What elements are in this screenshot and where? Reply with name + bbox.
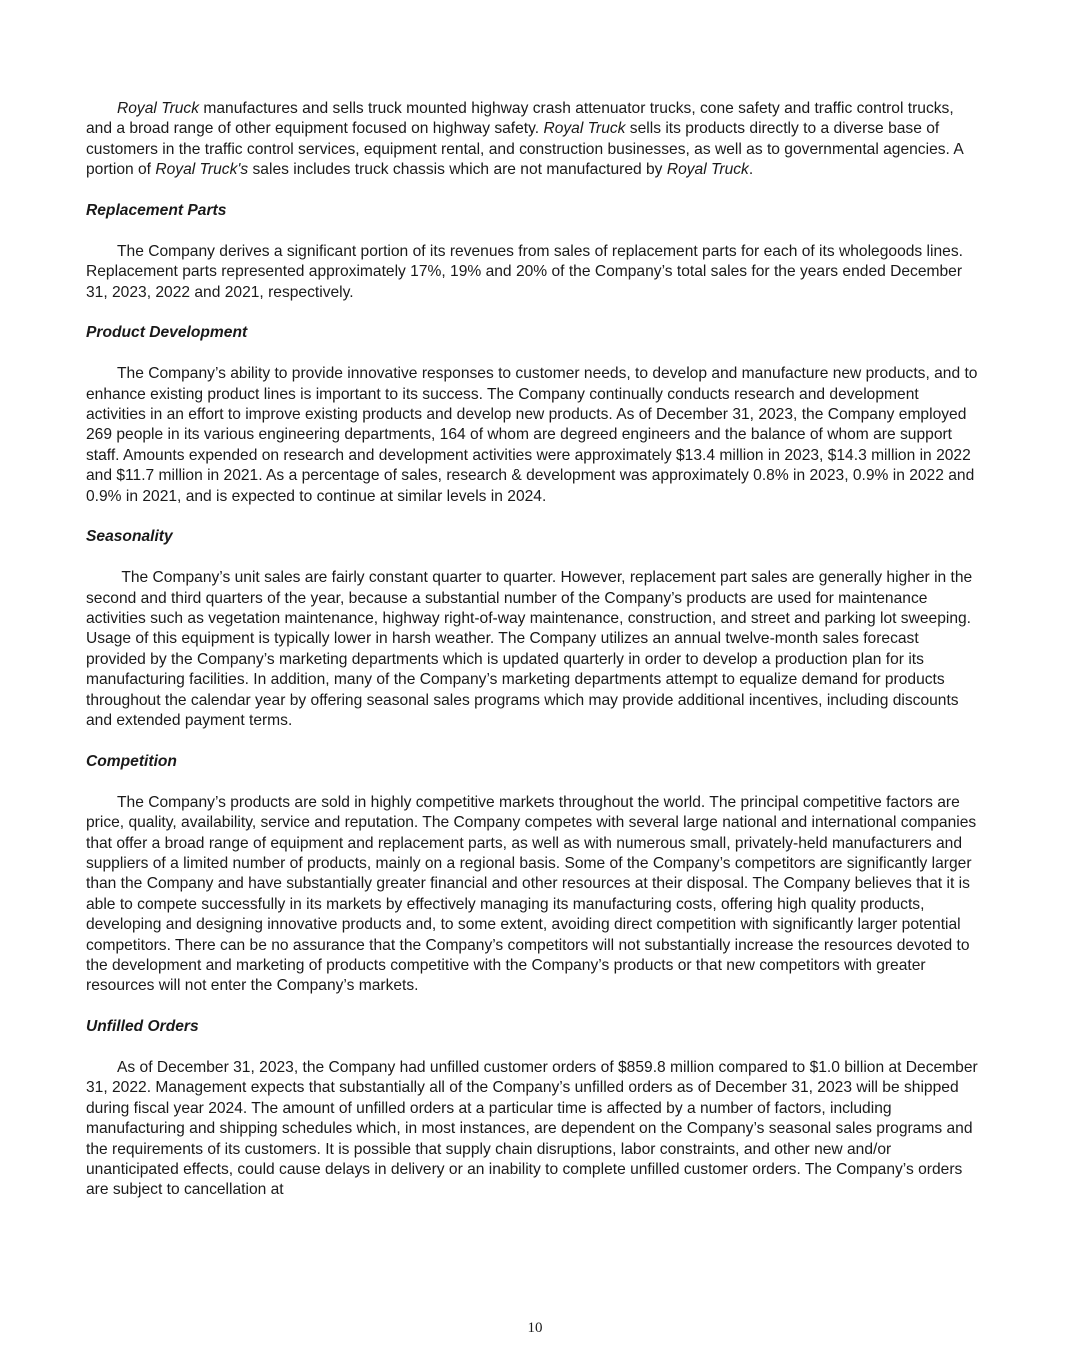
company-name-possessive: Royal Truck's [155,161,249,179]
section-body-seasonality: The Company’s unit sales are fairly constant quarter to quarter. However, replacement part sales are generally higher in the second and third quarters of the year, because a substantial number of the Company’s products are used for maintenance activities such as vegetation maintenance, highway right-of-way maintenance, construction, and street and parking lot sweeping. Usage of this equipment is typically lower in harsh weather. The Company utilizes an annual twelve-month sales forecast provided by the Company’s marketing departments which is updated quarterly in order to develop a production plan for its manufacturing facilities. In addition, many of the Company’s marketing departments attempt to equalize demand for products throughout the calendar year by offering seasonal sales programs which may provide additional incentives, including discounts and extended payment terms. [86,569,977,730]
intro-text-2: sells its products directly to a diverse base of customers in the traffic control services, equipment rental, and construction businesses, as well as to governmental agencies. A portion of [86,120,963,179]
section-body-replacement-parts: The Company derives a significant portion of its revenues from sales of replacement parts for each of its wholegoods lines. Replacement parts represented approximately 17%, 19% and 20% of the Company’s total sales for the years ended December 31, 2023, 2022 and 2021, respectively. [86,242,963,301]
document-page [86,99,982,1201]
company-name: Royal Truck [117,100,200,117]
page-number: 10 [527,1320,543,1336]
section-body-competition: The Company’s products are sold in highly competitive markets throughout the world. The principal competitive factors are price, quality, availability, service and reputation. The Company competes with several large national and international companies that offer a broad range of equipment and replacement parts, as well as with numerous small, privately-held manufacturers and suppliers of a limited number of products, mainly on a regional basis. Some of the Company’s competitors are significantly larger than the Company and have substantially greater financial and other resources at their disposal. The Company believes that it is able to compete successfully in its markets by effectively managing its manufacturing costs, offering high quality products, developing and designing innovative products and, to some extent, avoiding direct competition with significantly larger potential competitors. There can be no assurance that the Company’s competitors will not substantially increase the resources devoted to the development and marketing of products competitive with the Company’s products or that new competitors with greater resources will not enter the Company’s markets. [86,793,977,995]
section-heading-replacement-parts: Replacement Parts [86,202,227,220]
intro-paragraph [86,99,982,181]
company-name: Royal Truck [543,120,626,138]
section-heading-unfilled-orders: Unfilled Orders [86,1018,199,1036]
section-heading-competition: Competition [86,752,177,770]
intro-text-1: manufactures and sells truck mounted highway crash attenuator trucks, cone safety and traffic control trucks, and a broad range of other equipment focused on highway safety. [86,100,954,138]
intro-text-3: sales includes truck chassis which are not manufactured by [248,161,667,179]
section-body-product-development: The Company’s ability to provide innovative responses to customer needs, to develop and manufacture new products, and to enhance existing product lines is important to its success. The Company continually conducts research and development activities in an effort to improve existing products and develop new products. As of December 31, 2023, the Company employed 269 people in its various engineering departments, 164 of whom are degreed engineers and the balance of whom are support staff. Amounts expended on research and development activities were approximately $13.4 million in 2023, $14.3 million in 2022 and $11.7 million in 2021. As a percentage of sales, research & development was approximately 0.8% in 2023, 0.9% in 2022 and 0.9% in 2021, and is expected to continue at similar levels in 2024. [86,365,978,505]
intro-text-4: . [748,161,754,179]
company-name: Royal Truck [666,161,749,179]
section-heading-seasonality: Seasonality [86,528,173,546]
section-heading-product-development: Product Development [86,324,248,342]
section-body-unfilled-orders: As of December 31, 2023, the Company had unfilled customer orders of $859.8 million compared to $1.0 billion at December 31, 2022. Management expects that substantially all of the Company’s unfilled orders as of December 31, 2023 will be shipped during fiscal year 2024. The amount of unfilled orders at a particular time is affected by a number of factors, including manufacturing and shipping schedules which, in most instances, are dependent on the Company’s seasonal sales programs and the requirements of its customers. It is possible that supply chain disruptions, labor constraints, and other new and/or unanticipated effects, could cause delays in delivery or an inability to complete unfilled customer orders. The Company’s orders are subject to cancellation at [86,1058,978,1199]
